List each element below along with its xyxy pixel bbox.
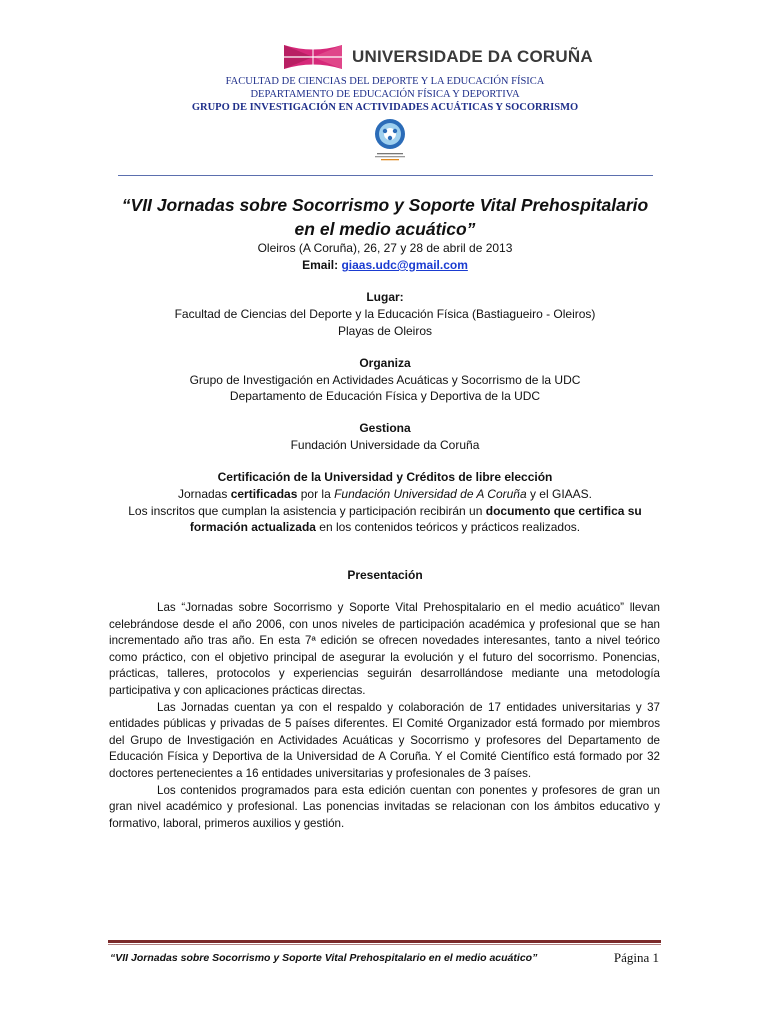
email-line	[0, 257, 770, 274]
cert-emphasis: certificadas	[230, 487, 298, 501]
organiza-line-1: Grupo de Investigación en Actividades Acuáticas y Socorrismo de la UDC	[189, 373, 581, 387]
presentacion-paragraph-1: Las “Jornadas sobre Socorrismo y Soporte Vital Prehospitalario en el medio acuático” llevan celebrándose desde el año 2006, con unos niveles de participación académica y profesional que se han incrementado año tras año. En esta 7ª edición se ofrecen novedades interesantes, tanto a nivel teórico como práctico, con el objetivo principal de asegurar la evolución y el futuro del socorrismo. Ponencias, prácticas, talleres, protocolos y experiencias seguirán desarrollándose mediante una metodología participativa y con aplicaciones prácticas directas.	[109, 601, 660, 697]
department-line: DEPARTAMENTO DE EDUCACIÓN FÍSICA Y DEPORTIVA	[250, 89, 520, 100]
gestiona-heading: Gestiona	[359, 421, 411, 435]
cert-text: por la	[297, 487, 335, 501]
university-logo	[282, 42, 593, 72]
cert-text: Jornadas	[177, 487, 231, 501]
presentacion-paragraph-2: Las Jornadas cuentan ya con el respaldo y colaboración de 17 entidades universitarias y 37 entidades públicas y privadas de 5 países diferentes. El Comité Organizador está formado por miembros del Grupo de Investigación en Actividades Acuáticas y Socorrismo y profesores del Departamento de Educación Física y Deportiva de la Universidad de A Coruña. Y el Comité Científico está formado por 32 doctores pertenecientes a 16 entidades universitarias y profesionales de 3 países.	[109, 700, 660, 780]
footer-rule	[108, 940, 661, 943]
faculty-line: FACULTAD DE CIENCIAS DEL DEPORTE Y LA EDUCACIÓN FÍSICA	[225, 76, 545, 87]
lugar-line-1: Facultad de Ciencias del Deporte y la Educación Física (Bastiagueiro - Oleiros)	[174, 307, 596, 321]
cert-emphasis: documento que certifica su	[485, 504, 642, 518]
certificacion-heading: Certificación de la Universidad y Créditos de libre elección	[217, 470, 553, 484]
event-title-line-1: “VII Jornadas sobre Socorrismo y Soporte Vital Prehospitalario	[121, 195, 649, 215]
presentacion-paragraph-3: Los contenidos programados para esta edición cuentan con ponentes y profesores de gran un gran nivel académico y profesional. Las ponencias invitadas se relacionan con los ámbitos educativo y formativo, laboral, primeros auxilios y gestión.	[109, 783, 660, 830]
research-group-logo-icon	[365, 116, 415, 162]
page-number: Página 1	[613, 950, 659, 965]
email-label: Email:	[302, 258, 339, 272]
cert-text: y el GIAAS.	[526, 487, 592, 501]
lugar-heading: Lugar:	[366, 290, 404, 304]
lugar-line-2: Playas de Oleiros	[337, 324, 433, 338]
gestiona-line-1: Fundación Universidade da Coruña	[290, 438, 480, 452]
certificacion-line-3	[0, 519, 770, 536]
email-link[interactable]: giaas.udc@gmail.com	[341, 258, 468, 272]
cert-text: en los contenidos teóricos y prácticos realizados.	[315, 520, 581, 534]
event-place-date: Oleiros (A Coruña), 26, 27 y 28 de abril de 2013	[257, 241, 513, 255]
research-group-line: GRUPO DE INVESTIGACIÓN EN ACTIVIDADES ACUÁTICAS Y SOCORRISMO	[191, 102, 579, 113]
certificacion-line-1	[0, 486, 770, 503]
event-title-line-2: en el medio acuático”	[294, 219, 476, 239]
footer-rule-thin	[108, 944, 661, 945]
cert-text: Los inscritos que cumplan la asistencia y participación recibirán un	[128, 504, 486, 518]
udc-emblem-icon	[282, 42, 344, 72]
cert-foundation-name: Fundación Universidad de A Coruña	[334, 487, 527, 501]
organiza-line-2: Departamento de Educación Física y Deportiva de la UDC	[229, 389, 541, 403]
presentacion-body	[109, 600, 660, 832]
organiza-heading: Organiza	[359, 356, 411, 370]
footer-title: “VII Jornadas sobre Socorrismo y Soporte Vital Prehospitalario en el medio acuático”	[110, 952, 538, 964]
certificacion-line-2	[0, 503, 770, 520]
header-divider	[118, 175, 653, 176]
university-name: UNIVERSIDADE DA CORUÑA	[352, 47, 593, 66]
cert-emphasis: formación actualizada	[189, 520, 316, 534]
presentacion-heading: Presentación	[347, 568, 423, 582]
